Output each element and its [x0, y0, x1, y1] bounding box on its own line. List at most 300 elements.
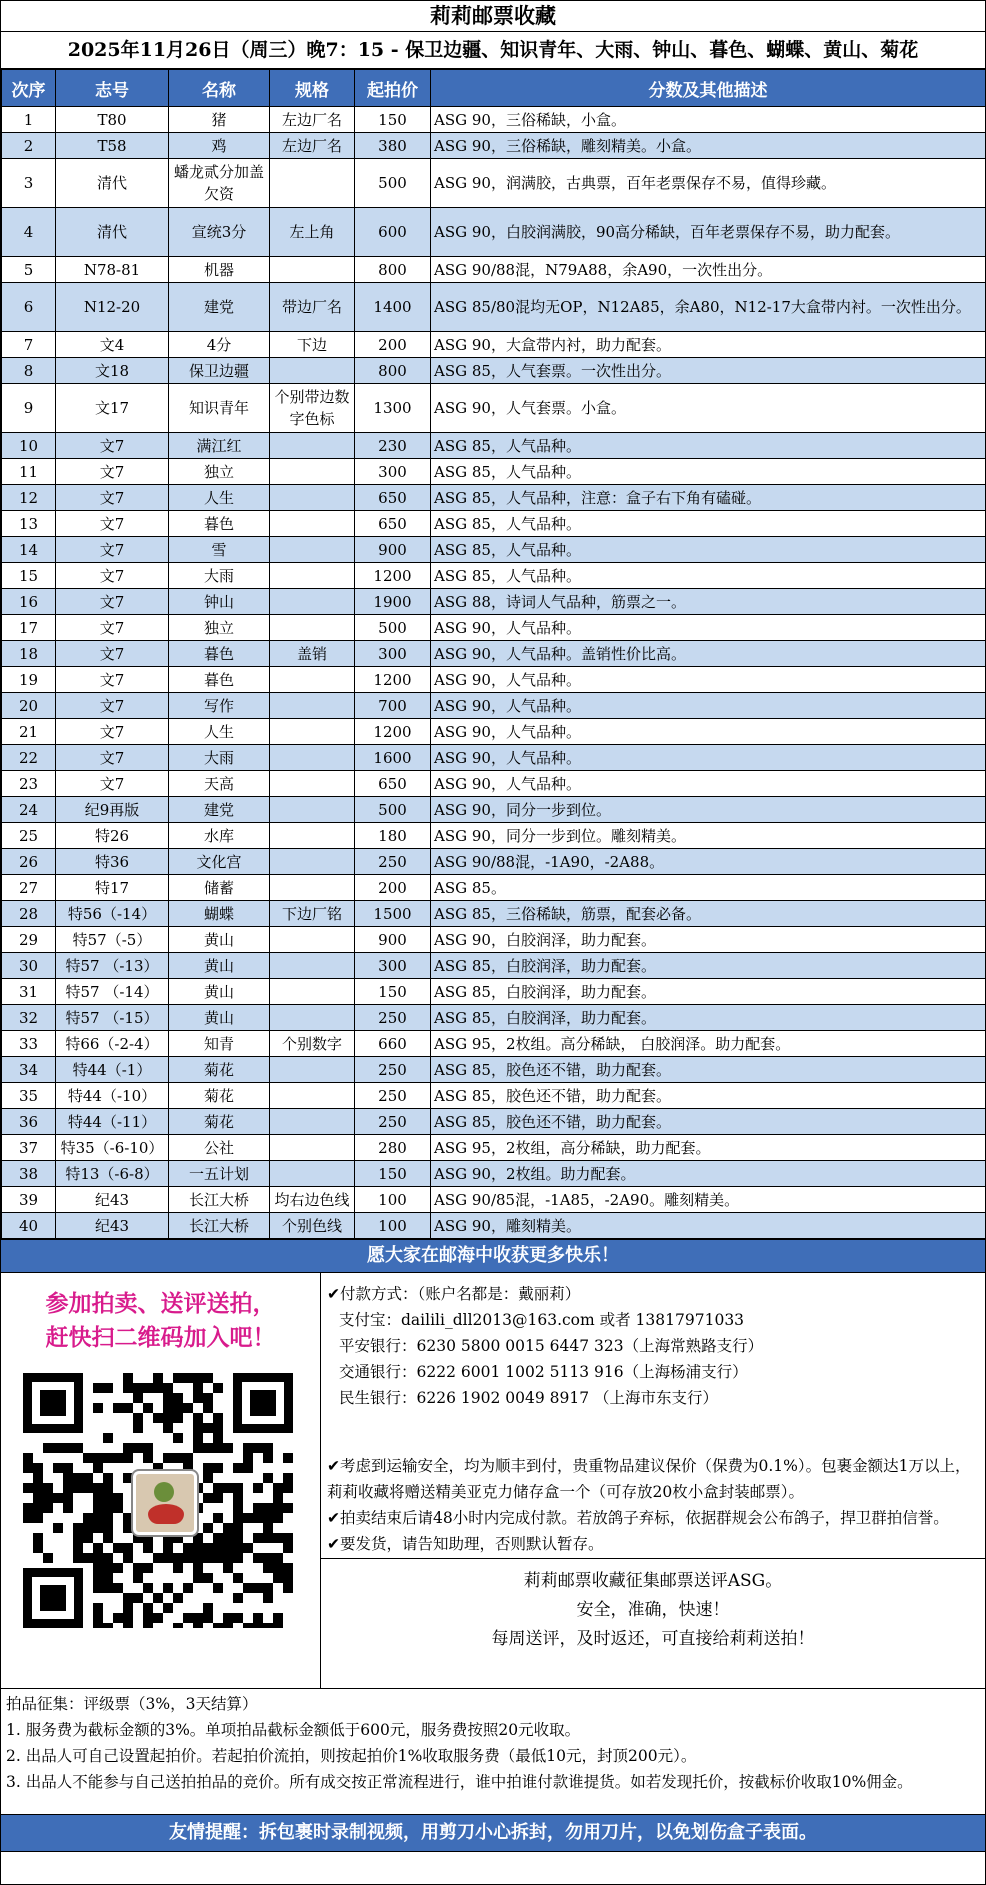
notes: [327, 1453, 977, 1557]
lot-catalog-number: 纪43: [56, 1213, 169, 1239]
lot-description: ASG 90，人气品种。: [431, 771, 986, 797]
lot-name: 雪: [169, 537, 270, 563]
lot-start-price: 1400: [355, 283, 431, 332]
lot-description: ASG 90，人气套票。小盒。: [431, 384, 986, 433]
lot-description: ASG 85，人气品种，注意：盒子右下角有磕碰。: [431, 485, 986, 511]
lot-start-price: 900: [355, 927, 431, 953]
lot-start-price: 500: [355, 159, 431, 208]
info-section: [1, 1273, 985, 1689]
lot-description: ASG 85。: [431, 875, 986, 901]
payment-panel: [321, 1273, 985, 1688]
table-row: [2, 208, 986, 257]
lot-catalog-number: 纪43: [56, 1187, 169, 1213]
lot-name: 知青: [169, 1031, 270, 1057]
lot-name: 满江红: [169, 433, 270, 459]
table-row: [2, 849, 986, 875]
lot-name: 独立: [169, 615, 270, 641]
qr-finder-top-right: [233, 1373, 293, 1433]
lot-name: 黄山: [169, 927, 270, 953]
lot-order: 27: [2, 875, 56, 901]
table-row: [2, 667, 986, 693]
consignment-rules: [1, 1689, 985, 1815]
table-row: [2, 537, 986, 563]
lot-start-price: 250: [355, 1083, 431, 1109]
lot-spec: [270, 159, 355, 208]
lot-spec: [270, 823, 355, 849]
lot-catalog-number: 特57 （-15）: [56, 1005, 169, 1031]
lot-start-price: 800: [355, 257, 431, 283]
lot-name: 猪: [169, 107, 270, 133]
note-shipping: ✔考虑到运输安全，均为顺丰到付，贵重物品建议保价（保费为0.1%）。包裹金额达1万以上，莉莉收藏将赠送精美亚克力储存盒一个（可存放20枚小盒封装邮票）。: [327, 1457, 971, 1501]
lot-spec: [270, 1135, 355, 1161]
lot-order: 24: [2, 797, 56, 823]
lot-catalog-number: 文7: [56, 563, 169, 589]
lot-order: 35: [2, 1083, 56, 1109]
lot-start-price: 250: [355, 1005, 431, 1031]
lot-description: ASG 90，人气品种。: [431, 745, 986, 771]
lot-name: 黄山: [169, 1005, 270, 1031]
table-row: [2, 257, 986, 283]
lot-order: 23: [2, 771, 56, 797]
lot-catalog-number: 纪9再版: [56, 797, 169, 823]
lot-catalog-number: 文7: [56, 667, 169, 693]
lots-body: [2, 107, 986, 1239]
lot-spec: [270, 693, 355, 719]
table-row: [2, 927, 986, 953]
payment-info: [327, 1281, 977, 1411]
table-row: [2, 133, 986, 159]
lot-order: 17: [2, 615, 56, 641]
lot-start-price: 900: [355, 537, 431, 563]
qr-finder-bottom-left: [23, 1568, 83, 1628]
lot-name: 黄山: [169, 953, 270, 979]
lot-order: 8: [2, 358, 56, 384]
lot-spec: 左边厂名: [270, 107, 355, 133]
lot-name: 人生: [169, 485, 270, 511]
lot-description: ASG 85/80混均无OP，N12A85，余A80，N12-17大盒带内衬。一次性出分。: [431, 283, 986, 332]
lot-start-price: 280: [355, 1135, 431, 1161]
column-header-order: 次序: [2, 70, 56, 107]
lot-start-price: 660: [355, 1031, 431, 1057]
table-row: [2, 1005, 986, 1031]
lot-start-price: 650: [355, 511, 431, 537]
lot-start-price: 100: [355, 1213, 431, 1239]
lot-order: 21: [2, 719, 56, 745]
lot-catalog-number: 清代: [56, 159, 169, 208]
lot-spec: [270, 1057, 355, 1083]
lot-spec: 左边厂名: [270, 133, 355, 159]
lot-catalog-number: 特57 （-13）: [56, 953, 169, 979]
lot-spec: [270, 719, 355, 745]
lot-catalog-number: 文7: [56, 459, 169, 485]
lot-catalog-number: 特36: [56, 849, 169, 875]
lot-catalog-number: 特57 （-14）: [56, 979, 169, 1005]
lot-spec: [270, 459, 355, 485]
promo-text: [1, 1287, 320, 1355]
lot-catalog-number: 特44（-11）: [56, 1109, 169, 1135]
payment-minsheng-bank: 民生银行：6226 1902 0049 8917 （上海市东支行）: [339, 1389, 718, 1407]
lot-start-price: 380: [355, 133, 431, 159]
lot-spec: 下边厂铭: [270, 901, 355, 927]
lot-start-price: 1500: [355, 901, 431, 927]
lot-spec: [270, 745, 355, 771]
lot-description: ASG 90，同分一步到位。雕刻精美。: [431, 823, 986, 849]
lot-start-price: 150: [355, 107, 431, 133]
qr-code[interactable]: [23, 1373, 293, 1628]
lot-start-price: 800: [355, 358, 431, 384]
lot-order: 3: [2, 159, 56, 208]
table-row: [2, 358, 986, 384]
lot-name: 写作: [169, 693, 270, 719]
table-row: [2, 1213, 986, 1239]
lot-catalog-number: T80: [56, 107, 169, 133]
lot-order: 22: [2, 745, 56, 771]
lot-order: 36: [2, 1109, 56, 1135]
lot-start-price: 300: [355, 953, 431, 979]
table-row: [2, 1031, 986, 1057]
rule-2: 2. 出品人可自己设置起拍价。若起拍价流拍，则按起拍价1%收取服务费（最低10元，封顶200元）。: [6, 1747, 697, 1765]
lot-name: 机器: [169, 257, 270, 283]
lot-spec: [270, 1005, 355, 1031]
lot-order: 29: [2, 927, 56, 953]
ad-line-2: 安全，准确，快速！: [576, 1600, 730, 1620]
table-row: [2, 563, 986, 589]
lot-start-price: 250: [355, 849, 431, 875]
lot-order: 25: [2, 823, 56, 849]
grading-ad: [321, 1558, 985, 1688]
lot-description: ASG 85，白胶润泽，助力配套。: [431, 1005, 986, 1031]
lot-catalog-number: 特44（-1）: [56, 1057, 169, 1083]
lot-catalog-number: 文7: [56, 433, 169, 459]
table-row: [2, 511, 986, 537]
lot-name: 一五计划: [169, 1161, 270, 1187]
qr-finder-top-left: [23, 1373, 83, 1433]
lot-start-price: 1200: [355, 719, 431, 745]
lot-order: 37: [2, 1135, 56, 1161]
lot-start-price: 150: [355, 1161, 431, 1187]
lot-spec: 带边厂名: [270, 283, 355, 332]
lot-catalog-number: N12-20: [56, 283, 169, 332]
lot-description: ASG 85，白胶润泽，助力配套。: [431, 979, 986, 1005]
lot-name: 人生: [169, 719, 270, 745]
lot-spec: [270, 615, 355, 641]
lot-description: ASG 95，2枚组，高分稀缺，助力配套。: [431, 1135, 986, 1161]
lot-catalog-number: 文7: [56, 537, 169, 563]
lot-spec: [270, 485, 355, 511]
lot-description: ASG 85，三俗稀缺，筋票，配套必备。: [431, 901, 986, 927]
lot-name: 长江大桥: [169, 1213, 270, 1239]
ad-line-3: 每周送评，及时返还，可直接给莉莉送拍！: [491, 1629, 815, 1649]
lot-start-price: 250: [355, 1057, 431, 1083]
lot-order: 14: [2, 537, 56, 563]
lot-name: 建党: [169, 283, 270, 332]
lot-description: ASG 85，人气套票。一次性出分。: [431, 358, 986, 384]
lot-description: ASG 90，同分一步到位。: [431, 797, 986, 823]
ad-line-1: 莉莉邮票收藏征集邮票送评ASG。: [523, 1571, 783, 1591]
lot-catalog-number: 特44（-10）: [56, 1083, 169, 1109]
table-row: [2, 693, 986, 719]
lot-name: 保卫边疆: [169, 358, 270, 384]
lot-description: ASG 90，白胶润泽，助力配套。: [431, 927, 986, 953]
lot-start-price: 650: [355, 771, 431, 797]
lot-start-price: 1600: [355, 745, 431, 771]
lot-order: 20: [2, 693, 56, 719]
lot-description: ASG 88，诗词人气品种，筋票之一。: [431, 589, 986, 615]
lot-catalog-number: T58: [56, 133, 169, 159]
column-header-description: 分数及其他描述: [431, 70, 986, 107]
table-row: [2, 433, 986, 459]
lot-start-price: 500: [355, 615, 431, 641]
lot-catalog-number: N78-81: [56, 257, 169, 283]
lot-start-price: 100: [355, 1187, 431, 1213]
lot-spec: 均右边色线: [270, 1187, 355, 1213]
lot-start-price: 650: [355, 485, 431, 511]
lot-order: 33: [2, 1031, 56, 1057]
payment-heading: ✔付款方式：（账户名都是：戴丽莉）: [327, 1285, 581, 1303]
lot-start-price: 500: [355, 797, 431, 823]
lot-spec: 个别数字: [270, 1031, 355, 1057]
rule-1: 1. 服务费为截标金额的3%。单项拍品截标金额低于600元，服务费按照20元收取。: [6, 1721, 581, 1739]
table-row: [2, 1057, 986, 1083]
lot-order: 30: [2, 953, 56, 979]
footer-reminder: 友情提醒：拆包裹时录制视频，用剪刀小心拆封，勿用刀片，以免划伤盒子表面。: [1, 1815, 985, 1852]
lot-description: ASG 85，人气品种。: [431, 537, 986, 563]
lot-order: 11: [2, 459, 56, 485]
table-row: [2, 823, 986, 849]
lot-spec: [270, 1161, 355, 1187]
lot-spec: [270, 1083, 355, 1109]
lot-description: ASG 85，白胶润泽，助力配套。: [431, 953, 986, 979]
lot-order: 5: [2, 257, 56, 283]
lot-name: 鸡: [169, 133, 270, 159]
lot-order: 26: [2, 849, 56, 875]
lot-spec: [270, 1109, 355, 1135]
column-header-catalog: 志号: [56, 70, 169, 107]
table-row: [2, 745, 986, 771]
lot-name: 建党: [169, 797, 270, 823]
lot-name: 菊花: [169, 1057, 270, 1083]
table-row: [2, 953, 986, 979]
lot-description: ASG 90，人气品种。盖销性价比高。: [431, 641, 986, 667]
lot-order: 28: [2, 901, 56, 927]
lot-catalog-number: 文7: [56, 771, 169, 797]
lot-description: ASG 90，人气品种。: [431, 719, 986, 745]
table-row: [2, 979, 986, 1005]
lot-description: ASG 85，人气品种。: [431, 511, 986, 537]
lot-order: 18: [2, 641, 56, 667]
lot-name: 蟠龙贰分加盖欠资: [169, 159, 270, 208]
lot-name: 暮色: [169, 667, 270, 693]
lot-name: 暮色: [169, 641, 270, 667]
lot-spec: [270, 511, 355, 537]
lot-start-price: 1200: [355, 563, 431, 589]
auction-subtitle: 2025年11月26日（周三）晚7：15 - 保卫边疆、知识青年、大雨、钟山、暮色、蝴蝶、黄山、菊花: [1, 32, 985, 69]
lot-catalog-number: 文17: [56, 384, 169, 433]
lot-order: 2: [2, 133, 56, 159]
table-row: [2, 901, 986, 927]
promo-panel: [1, 1273, 321, 1688]
lot-catalog-number: 文7: [56, 745, 169, 771]
lot-spec: [270, 797, 355, 823]
lot-description: ASG 90/88混，-1A90，-2A88。: [431, 849, 986, 875]
table-row: [2, 797, 986, 823]
lot-start-price: 1300: [355, 384, 431, 433]
table-row: [2, 485, 986, 511]
lot-spec: [270, 563, 355, 589]
lot-order: 19: [2, 667, 56, 693]
table-row: [2, 1109, 986, 1135]
lot-name: 暮色: [169, 511, 270, 537]
lot-order: 10: [2, 433, 56, 459]
lot-catalog-number: 文7: [56, 511, 169, 537]
lot-start-price: 200: [355, 875, 431, 901]
lot-catalog-number: 文18: [56, 358, 169, 384]
lot-spec: [270, 953, 355, 979]
column-header-start-price: 起拍价: [355, 70, 431, 107]
lot-description: ASG 85，胶色还不错，助力配套。: [431, 1083, 986, 1109]
lot-spec: [270, 849, 355, 875]
lot-catalog-number: 文7: [56, 719, 169, 745]
lot-spec: [270, 979, 355, 1005]
lot-order: 1: [2, 107, 56, 133]
lot-name: 菊花: [169, 1109, 270, 1135]
lot-description: ASG 85，胶色还不错，助力配套。: [431, 1109, 986, 1135]
promo-line-2: 赶快扫二维码加入吧！: [45, 1324, 276, 1351]
lot-name: 大雨: [169, 745, 270, 771]
lot-spec: [270, 771, 355, 797]
lot-name: 钟山: [169, 589, 270, 615]
lot-name: 蝴蝶: [169, 901, 270, 927]
lot-start-price: 1900: [355, 589, 431, 615]
table-row: [2, 107, 986, 133]
lot-spec: [270, 257, 355, 283]
qr-avatar-image: [133, 1471, 197, 1535]
lot-description: ASG 90，白胶润满胶，90高分稀缺，百年老票保存不易，助力配套。: [431, 208, 986, 257]
lot-order: 7: [2, 332, 56, 358]
rule-3: 3. 出品人不能参与自己送拍拍品的竞价。所有成交按正常流程进行，谁中拍谁付款谁提货。如若发现托价，按截标价收取10%佣金。: [6, 1773, 913, 1791]
lot-start-price: 180: [355, 823, 431, 849]
table-row: [2, 384, 986, 433]
lot-description: ASG 95，2枚组。高分稀缺， 白胶润泽。助力配套。: [431, 1031, 986, 1057]
lot-spec: [270, 358, 355, 384]
note-payment-deadline: ✔拍卖结束后请48小时内完成付款。若放鸽子弃标，依据群规会公布鸽子，捍卫群拍信誉。: [327, 1509, 949, 1527]
lot-catalog-number: 文7: [56, 693, 169, 719]
lot-order: 32: [2, 1005, 56, 1031]
lot-start-price: 700: [355, 693, 431, 719]
lot-spec: [270, 589, 355, 615]
lot-start-price: 300: [355, 641, 431, 667]
lot-spec: [270, 927, 355, 953]
lot-name: 天高: [169, 771, 270, 797]
lot-description: ASG 90，人气品种。: [431, 615, 986, 641]
lot-description: ASG 85，人气品种。: [431, 459, 986, 485]
lot-start-price: 250: [355, 1109, 431, 1135]
lot-catalog-number: 文7: [56, 615, 169, 641]
table-row: [2, 589, 986, 615]
table-row: [2, 459, 986, 485]
lot-catalog-number: 清代: [56, 208, 169, 257]
table-row: [2, 283, 986, 332]
payment-jiaotong-bank: 交通银行：6222 6001 1002 5113 916（上海杨浦支行）: [339, 1363, 748, 1381]
lot-name: 独立: [169, 459, 270, 485]
lot-spec: [270, 433, 355, 459]
lot-catalog-number: 特35（-6-10）: [56, 1135, 169, 1161]
lots-table: [1, 69, 986, 1239]
page-title: 莉莉邮票收藏: [1, 1, 985, 32]
lot-description: ASG 90，人气品种。: [431, 693, 986, 719]
lot-start-price: 200: [355, 332, 431, 358]
lot-spec: 个别色线: [270, 1213, 355, 1239]
lot-order: 13: [2, 511, 56, 537]
lot-order: 4: [2, 208, 56, 257]
table-row: [2, 332, 986, 358]
table-row: [2, 719, 986, 745]
column-header-spec: 规格: [270, 70, 355, 107]
table-row: [2, 641, 986, 667]
lot-description: ASG 85，人气品种。: [431, 563, 986, 589]
lot-spec: 左上角: [270, 208, 355, 257]
lot-spec: [270, 537, 355, 563]
lot-start-price: 600: [355, 208, 431, 257]
lot-description: ASG 90，大盒带内衬，助力配套。: [431, 332, 986, 358]
lot-spec: [270, 667, 355, 693]
lot-order: 38: [2, 1161, 56, 1187]
note-delivery: ✔要发货，请告知助理，否则默认暂存。: [327, 1535, 604, 1553]
table-row: [2, 1083, 986, 1109]
lot-name: 大雨: [169, 563, 270, 589]
lot-name: 长江大桥: [169, 1187, 270, 1213]
lot-description: ASG 90，人气品种。: [431, 667, 986, 693]
lot-catalog-number: 特17: [56, 875, 169, 901]
lot-name: 4分: [169, 332, 270, 358]
payment-alipay: 支付宝：dailili_dll2013@163.com 或者 13817971033: [339, 1311, 745, 1329]
payment-pingan-bank: 平安银行：6230 5800 0015 6447 323（上海常熟路支行）: [339, 1337, 764, 1355]
lot-description: ASG 90，2枚组。助力配套。: [431, 1161, 986, 1187]
promo-line-1: 参加拍卖、送评送拍，: [45, 1290, 276, 1317]
lot-spec: 下边: [270, 332, 355, 358]
lot-name: 知识青年: [169, 384, 270, 433]
lot-catalog-number: 文4: [56, 332, 169, 358]
table-row: [2, 159, 986, 208]
lot-order: 16: [2, 589, 56, 615]
rules-heading: 拍品征集：评级票（3%，3天结算）: [6, 1695, 258, 1713]
wish-banner: 愿大家在邮海中收获更多快乐！: [1, 1239, 985, 1273]
lot-order: 39: [2, 1187, 56, 1213]
lot-name: 水库: [169, 823, 270, 849]
lot-catalog-number: 特66（-2-4）: [56, 1031, 169, 1057]
column-header-name: 名称: [169, 70, 270, 107]
table-row: [2, 1161, 986, 1187]
lot-description: ASG 90，雕刻精美。: [431, 1213, 986, 1239]
lot-catalog-number: 特57（-5）: [56, 927, 169, 953]
lot-description: ASG 90，三俗稀缺，小盒。: [431, 107, 986, 133]
lot-name: 文化宫: [169, 849, 270, 875]
lot-description: ASG 85，胶色还不错，助力配套。: [431, 1057, 986, 1083]
lot-name: 宣统3分: [169, 208, 270, 257]
lot-catalog-number: 文7: [56, 485, 169, 511]
lot-catalog-number: 文7: [56, 589, 169, 615]
table-row: [2, 1135, 986, 1161]
lot-order: 15: [2, 563, 56, 589]
table-header-row: [2, 70, 986, 107]
lot-description: ASG 90/85混，-1A85，-2A90。雕刻精美。: [431, 1187, 986, 1213]
lot-order: 40: [2, 1213, 56, 1239]
lot-start-price: 230: [355, 433, 431, 459]
lot-order: 31: [2, 979, 56, 1005]
lot-start-price: 300: [355, 459, 431, 485]
lot-spec: 盖销: [270, 641, 355, 667]
lot-start-price: 1200: [355, 667, 431, 693]
